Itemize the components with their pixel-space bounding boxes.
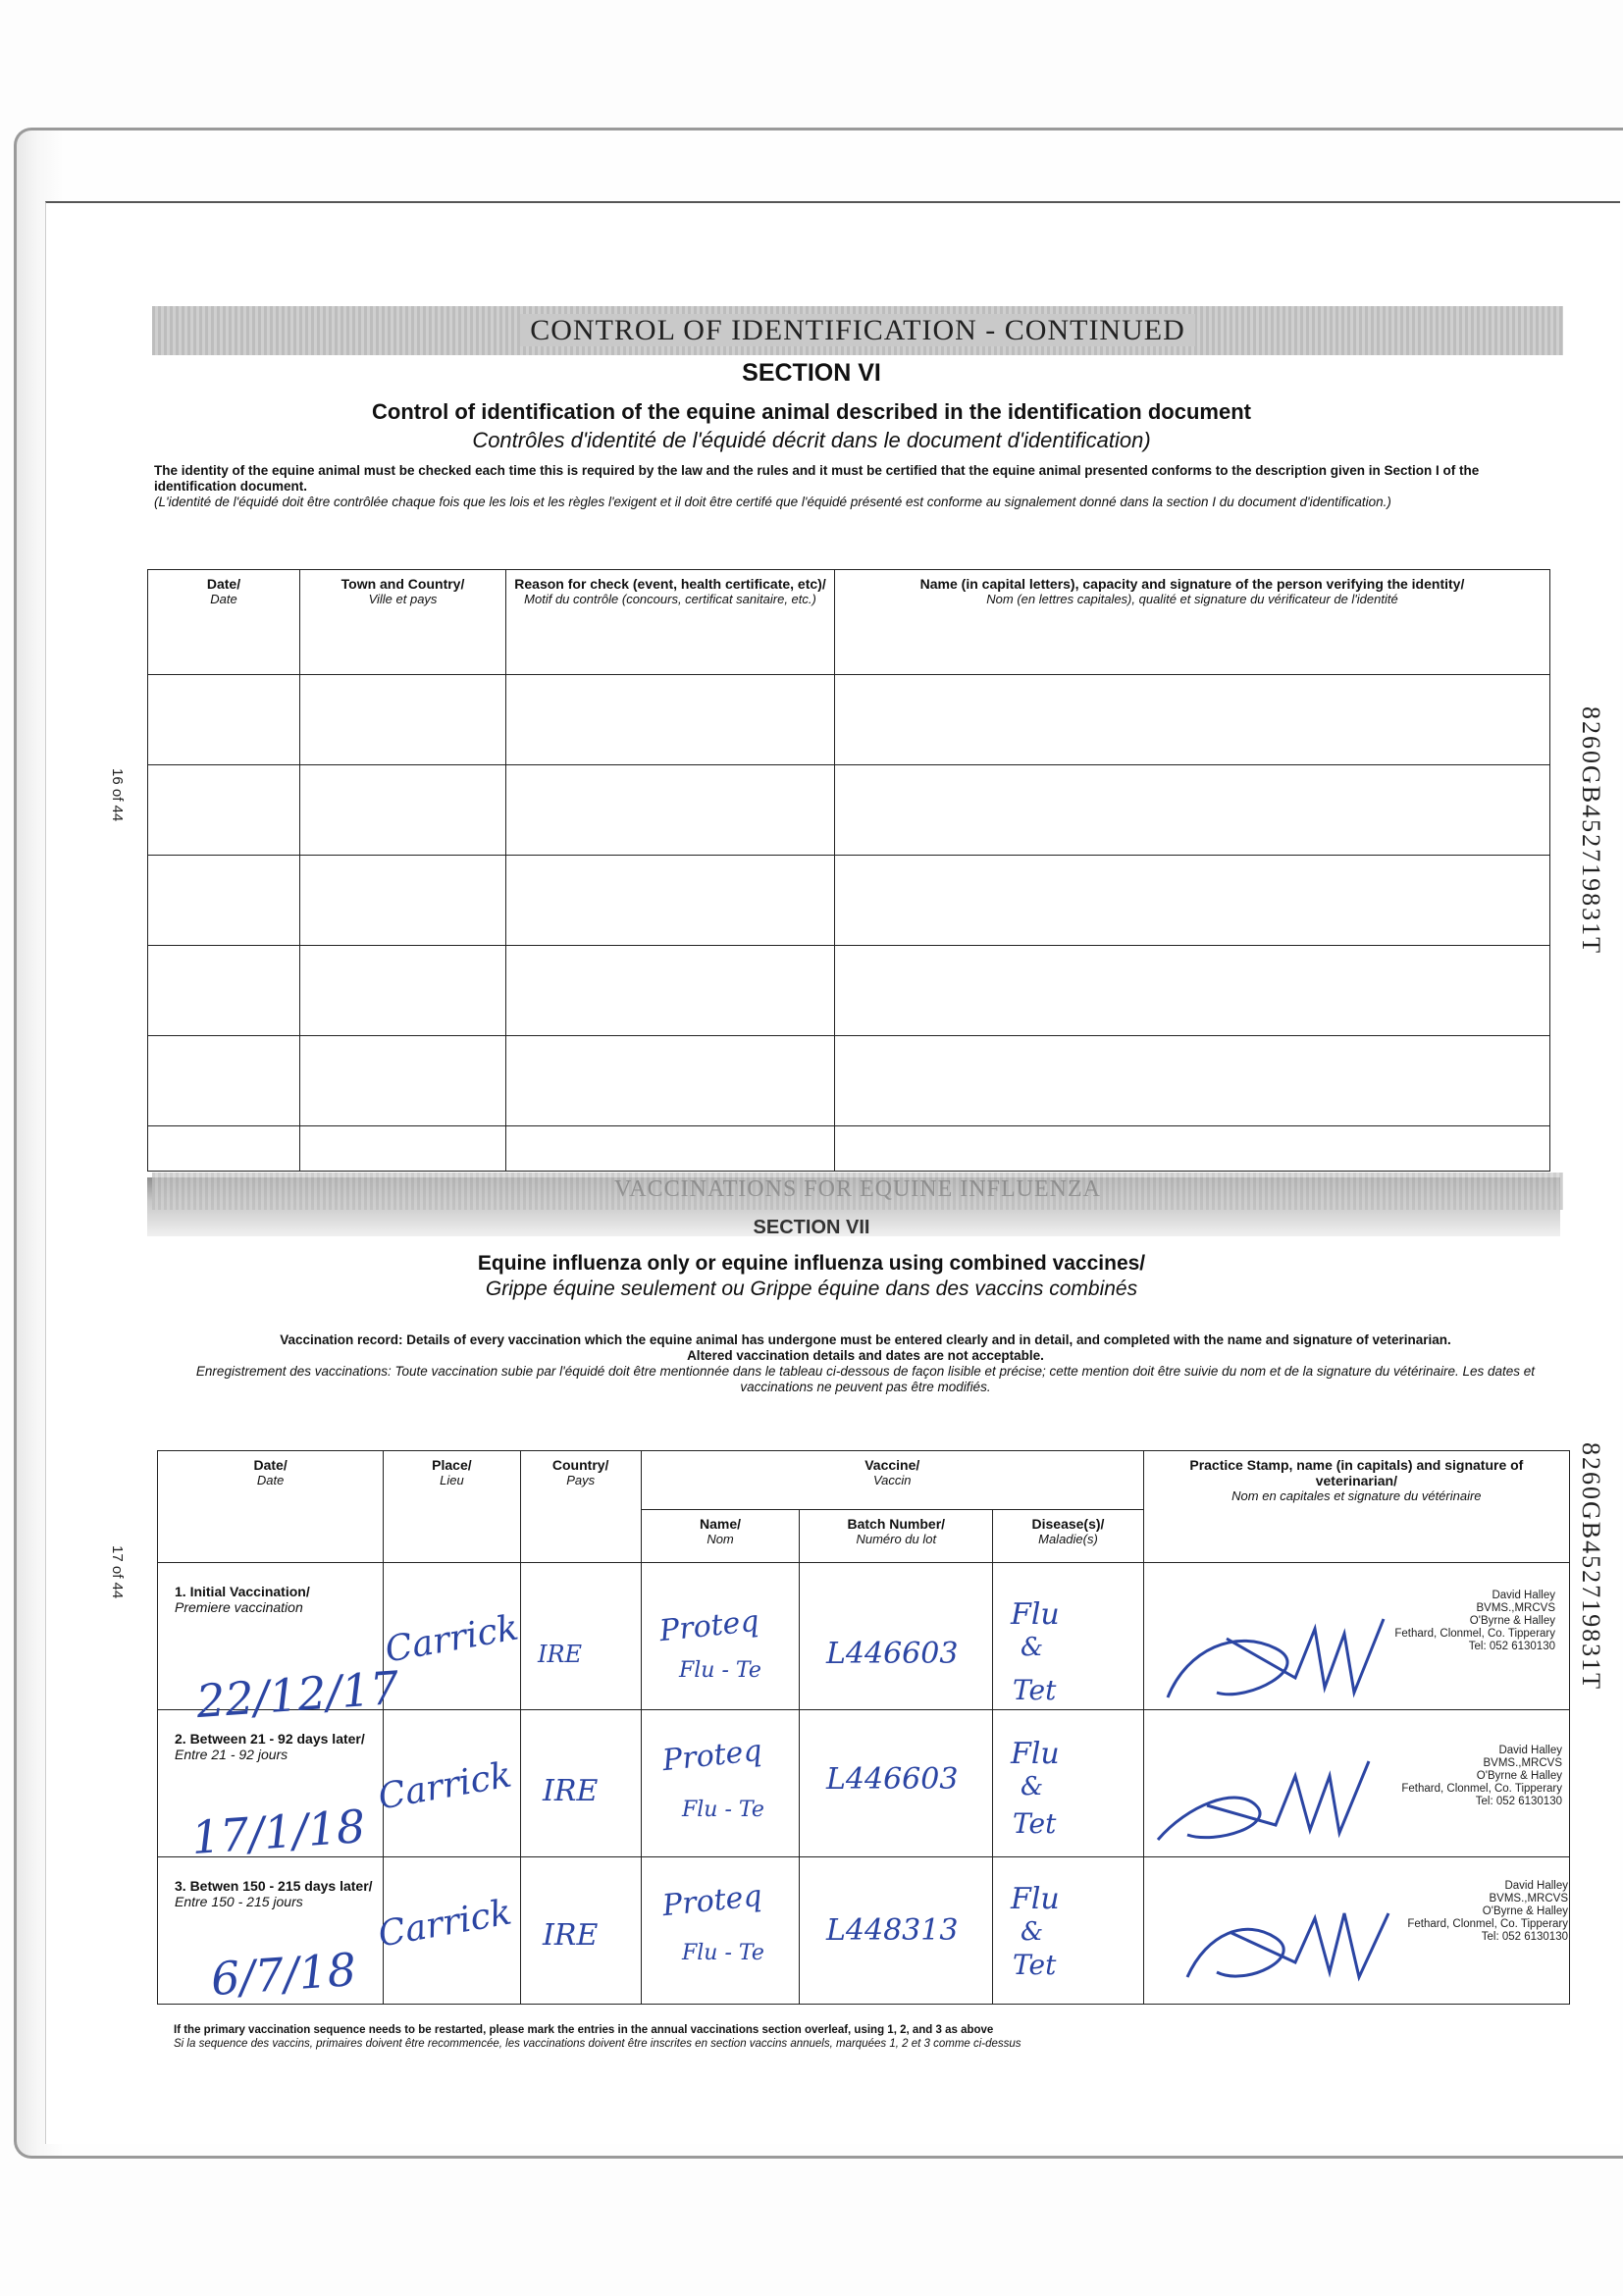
table-row xyxy=(148,856,1550,946)
vacc-disease-1-l2: & xyxy=(1021,1633,1044,1662)
section7-record-en: Vaccination record: Details of every vaccination which the equine animal has undergone must be entered clearly and in detail, and completed with the name and signature of veterinarian. xyxy=(280,1332,1451,1347)
table-row xyxy=(148,1036,1550,1126)
vacc-batch-1: L446603 xyxy=(826,1637,959,1671)
vacc-disease-3-l1: Flu xyxy=(1011,1882,1060,1916)
col-vacc-batch: Batch Number/ Numéro du lot xyxy=(800,1510,993,1563)
section7-record-en2: Altered vaccination details and dates are not acceptable. xyxy=(687,1348,1044,1363)
section7-subtitle-en: Equine influenza only or equine influenza using combined vaccines/ xyxy=(477,1252,1146,1275)
section6-banner-text: CONTROL OF IDENTIFICATION - CONTINUED xyxy=(520,314,1195,346)
dose-label-1: 1. Initial Vaccination/ Premiere vaccination xyxy=(175,1584,310,1615)
section6-title: SECTION VI xyxy=(742,359,881,387)
footnote-fr: Si la sequence des vaccins, primaires doivent être recommencée, les vaccinations doivent être inscrites en section vaccins annuels, marquées 1, 2 et 3 comme ci-dessus xyxy=(174,2038,1021,2050)
dose-label-3: 3. Betwen 150 - 215 days later/ Entre 150 - 215 jours xyxy=(175,1878,373,1909)
vacc-batch-3: L448313 xyxy=(826,1913,959,1948)
footnote xyxy=(174,2023,1567,2051)
col-vacc-name: Name/ Nom xyxy=(641,1510,800,1563)
section6-banner xyxy=(152,306,1563,355)
col-date: Date/ Date xyxy=(148,570,300,675)
section6-intro-fr: (L'identité de l'équidé doit être contrôlée chaque fois que les lois et les règles l'exigent et il doit être certifé que l'équidé présenté est conforme au signalement donné dans la section I du document d'identification.) xyxy=(154,495,1391,509)
page-number-17: 17 of 44 xyxy=(109,1545,126,1599)
col-practice-stamp: Practice Stamp, name (in capitals) and signature of veterinarian/ Nom en capitales et signature du vétérinaire xyxy=(1143,1451,1569,1563)
vacc-name-2-l2: Flu - Te xyxy=(682,1798,764,1822)
footnote-en: If the primary vaccination sequence needs to be restarted, please mark the entries in the annual vaccinations section overleaf, using 1, 2, and 3 as above xyxy=(174,2024,994,2036)
dose-label-2: 2. Between 21 - 92 days later/ Entre 21 - 92 jours xyxy=(175,1731,365,1762)
vacc-country-3: IRE xyxy=(543,1918,599,1953)
vacc-disease-2-l1: Flu xyxy=(1011,1737,1060,1771)
section7-banner-text: VACCINATIONS FOR EQUINE INFLUENZA xyxy=(614,1176,1101,1202)
table-row xyxy=(148,1126,1550,1172)
col-town-country: Town and Country/ Ville et pays xyxy=(300,570,506,675)
vacc-name-3-l2: Flu - Te xyxy=(682,1941,764,1965)
side-code-top: 8260GB452719831T xyxy=(1577,706,1605,955)
vacc-date-2: 17/1/18 xyxy=(189,1799,368,1865)
vacc-name-2-l1: Proteq xyxy=(660,1733,764,1779)
vacc-name-1-l1: Proteq xyxy=(657,1603,761,1649)
section7-subtitle-fr: Grippe équine seulement ou Grippe équine dans des vaccins combinés xyxy=(485,1278,1138,1300)
col-reason: Reason for check (event, health certificate, etc)/ Motif du contrôle (concours, certificat sanitaire, etc.) xyxy=(506,570,835,675)
col-vacc-disease: Disease(s)/ Maladie(s) xyxy=(993,1510,1143,1563)
vacc-date-3: 6/7/18 xyxy=(209,1942,358,2007)
vet-stamp-1: David Halley BVMS.,MRCVS O'Byrne & Halley Fethard, Clonmel, Co. Tipperary Tel: 052 6130130 xyxy=(1394,1590,1555,1652)
vacc-country-2: IRE xyxy=(543,1774,599,1808)
section6-subtitle-fr: Contrôles d'identité de l'équidé décrit dans le document d'identification) xyxy=(472,428,1151,452)
vet-signature-3 xyxy=(1178,1894,1413,2002)
vacc-date-1: 22/12/17 xyxy=(194,1660,401,1729)
vacc-disease-2-l2: & xyxy=(1021,1772,1044,1801)
section7-banner xyxy=(152,1173,1563,1210)
vacc-disease-3-l3: Tet xyxy=(1013,1949,1057,1981)
section6-intro-en: The identity of the equine animal must be checked each time this is required by the law and the rules and it must be certified that the equine animal presented conforms to the description given in Section I of the identification document. xyxy=(154,463,1480,494)
vacc-country-1: IRE xyxy=(538,1641,583,1668)
vacc-disease-1-l1: Flu xyxy=(1011,1597,1060,1632)
table-row xyxy=(148,946,1550,1036)
col-vaccine: Vaccine/ Vaccin xyxy=(641,1451,1143,1510)
vacc-batch-2: L446603 xyxy=(826,1762,959,1797)
section6-subtitle-en: Control of identification of the equine animal described in the identification document xyxy=(372,399,1251,424)
vacc-disease-3-l2: & xyxy=(1021,1917,1044,1947)
vacc-place-1: Carrick xyxy=(382,1607,522,1671)
vacc-disease-2-l3: Tet xyxy=(1013,1807,1057,1840)
col-verifier: Name (in capital letters), capacity and signature of the person verifying the identity/ Nom (en lettres capitales), qualité et signature du vérificateur de l'identité xyxy=(835,570,1550,675)
vacc-place-3: Carrick xyxy=(375,1892,515,1956)
vet-signature-2 xyxy=(1148,1747,1384,1854)
col-vacc-place: Place/ Lieu xyxy=(384,1451,520,1563)
table-row xyxy=(148,765,1550,856)
identity-check-table xyxy=(147,569,1550,1172)
section7-record xyxy=(169,1332,1562,1395)
section7-title: SECTION VII xyxy=(753,1217,870,1238)
section7-record-fr: Enregistrement des vaccinations: Toute vaccination subie par l'équidé doit être mentionnée dans le tableau ci-dessous de façon lisible et précise; cette mention doit être suivie du nom et de la signature du vétérinaire. Les dates et vaccinations ne peuvent pas être modifiés. xyxy=(195,1364,1536,1394)
vacc-name-3-l1: Proteq xyxy=(660,1878,764,1924)
side-code-bottom: 8260GB452719831T xyxy=(1577,1442,1605,1691)
vet-stamp-2: David Halley BVMS.,MRCVS O'Byrne & Halley Fethard, Clonmel, Co. Tipperary Tel: 052 6130130 xyxy=(1401,1745,1562,1807)
page-number-16: 16 of 44 xyxy=(109,768,126,822)
vacc-name-1-l2: Flu - Te xyxy=(679,1658,761,1683)
vacc-place-2: Carrick xyxy=(375,1754,515,1818)
table-row xyxy=(148,675,1550,765)
vet-signature-1 xyxy=(1158,1609,1393,1717)
col-vacc-date: Date/ Date xyxy=(158,1451,384,1563)
section6-intro xyxy=(154,463,1538,510)
col-vacc-country: Country/ Pays xyxy=(520,1451,641,1563)
vet-stamp-3: David Halley BVMS.,MRCVS O'Byrne & Halley Fethard, Clonmel, Co. Tipperary Tel: 052 6130130 xyxy=(1407,1880,1568,1943)
vacc-disease-1-l3: Tet xyxy=(1013,1674,1057,1706)
